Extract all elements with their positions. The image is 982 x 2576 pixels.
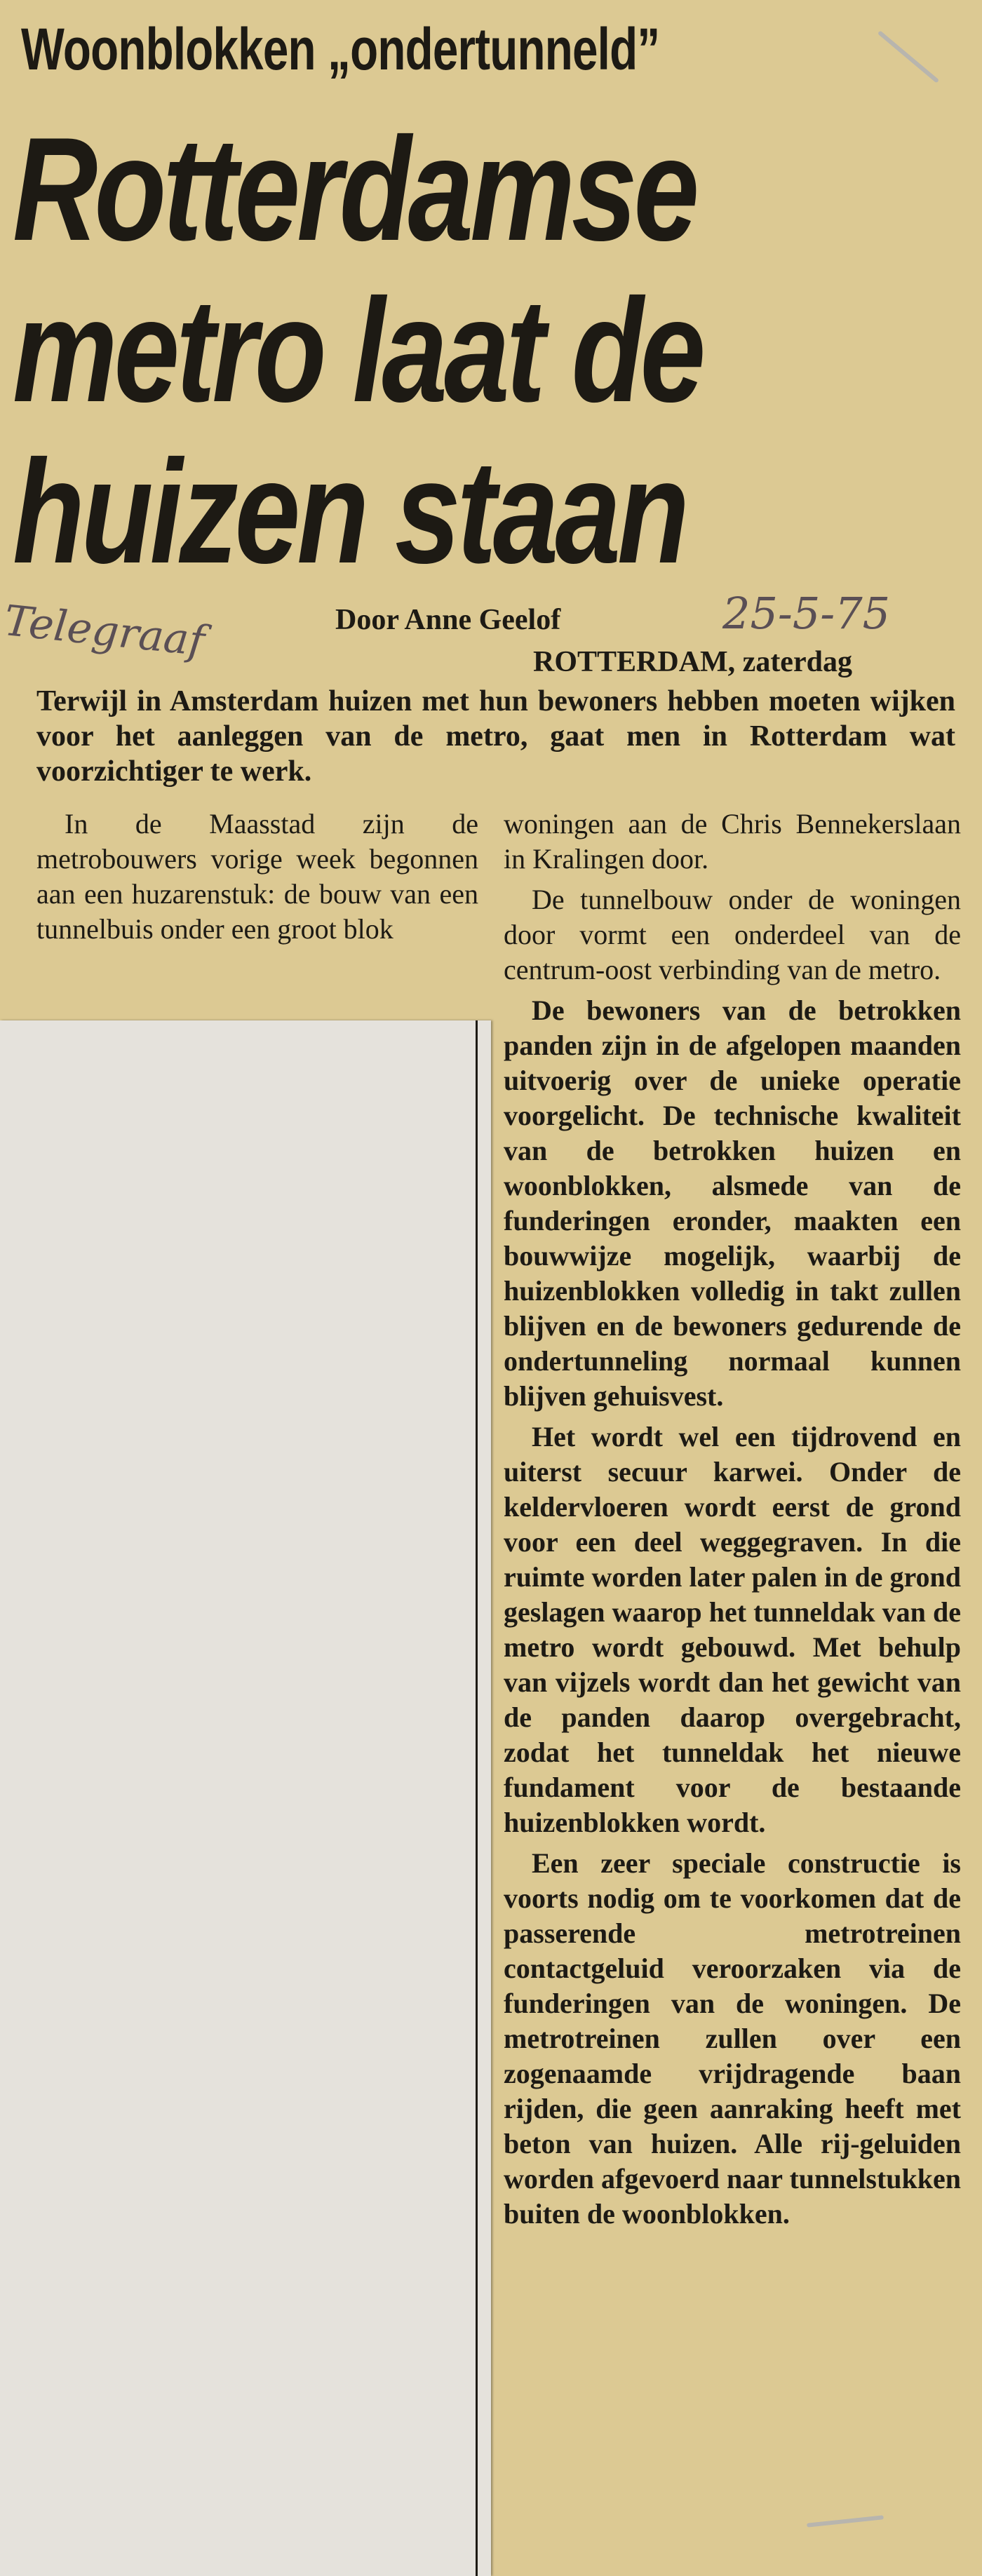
handwritten-date-note: 25-5-75 — [722, 588, 891, 639]
column-edge — [476, 1020, 478, 2576]
right-column-paragraph-3: De bewoners van de betrokken panden zijn in de afgelopen maanden uitvoerig over de unieke operatie voorgelicht. De technische kwaliteit van de betrokken huizen en woonblokken, alsmede van de funderingen eronder, maakten een bouwwijze mogelijk, waarbij de huizenblokken volledig in takt zullen blijven en de bewoners gedurende de ondertunneling normaal kunnen blijven gehuisvest. — [504, 994, 961, 1412]
right-column-paragraph-5: Een zeer speciale constructie is voorts nodig om te voorkomen dat de passerende metrotreinen contactgeluid veroorzaken via de funderingen van de woningen. De metrotreinen zullen over een zogenaamde vrijdragende baan rijden, die geen aanraking heeft met beton van huizen. Alle rij-geluiden worden afgevoerd naar tunnelstukken buiten de woonblokken. — [504, 1847, 961, 2230]
right-column-paragraph-1: woningen aan de Chris Bennekerslaan in Kralingen door. — [504, 808, 961, 875]
lead-paragraph: Terwijl in Amsterdam huizen met hun bewoners hebben moeten wijken voor het aanleggen van de metro, gaat men in Rotterdam wat voorzichtiger te werk. — [36, 685, 955, 788]
left-column — [36, 807, 478, 947]
headline-line-2: metro laat de — [13, 268, 703, 433]
right-column-paragraph-2: De tunnelbouw onder de woningen door vormt een onderdeel van de centrum-oost verbinding van de metro. — [504, 884, 961, 985]
dateline: ROTTERDAM, zaterdag — [533, 646, 852, 678]
right-column — [504, 807, 961, 2232]
headline-line-1: Rotterdamse — [13, 107, 697, 271]
right-column-paragraph-4: Het wordt wel een tijdrovend en uiterst secuur karwei. Onder de keldervloeren wordt eerst de grond voor een deel weggegraven. In die ruimte worden later palen in de grond geslagen waarop het tunneldak van de metro wordt gebouwd. Met behulp van vijzels wordt dan het gewicht van de panden daarop overgebracht, zodat het tunneldak het nieuwe fundament voor de bestaande huizenblokken wordt. — [504, 1421, 961, 1838]
blank-backing-card — [0, 1020, 491, 2576]
headline-line-3: huizen staan — [13, 429, 686, 594]
kicker-headline: Woonblokken „ondertunneld” — [21, 16, 660, 82]
left-column-paragraph: In de Maasstad zijn de metrobouwers vorige week begonnen aan een huzarenstuk: de bouw van een tunnelbuis onder een groot blok — [36, 808, 478, 945]
handwritten-source-note: Telegraaf — [1, 596, 207, 666]
byline: Door Anne Geelof — [335, 604, 561, 636]
